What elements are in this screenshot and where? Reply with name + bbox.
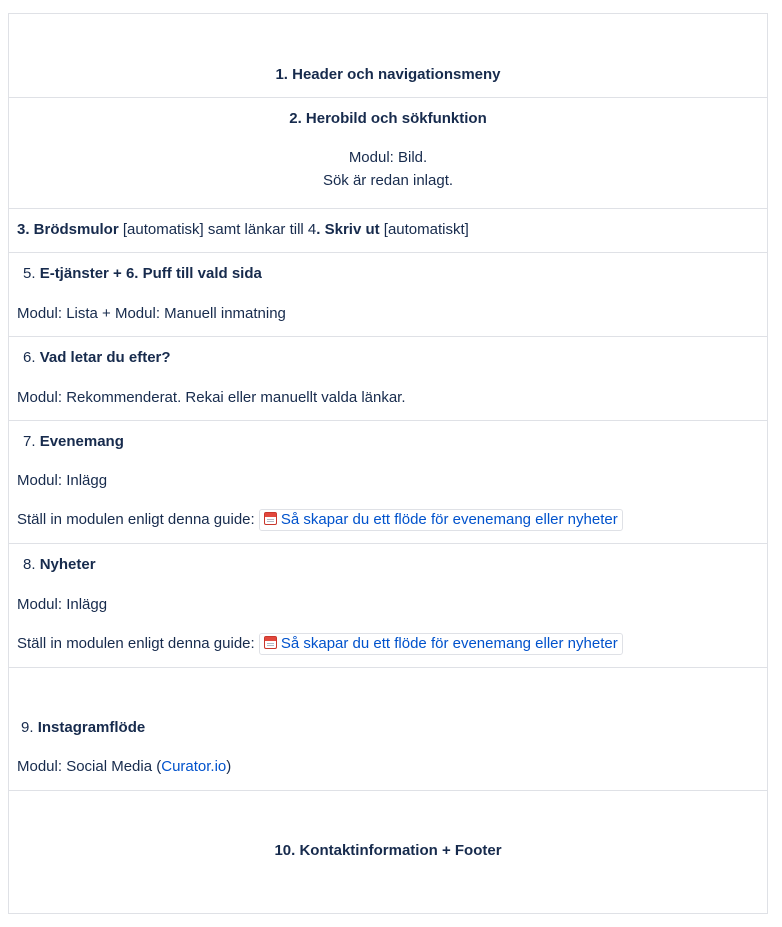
row-events <box>8 421 768 544</box>
row-instagram <box>8 668 768 791</box>
looking-title: 6. Vad letar du efter? <box>23 349 171 366</box>
news-module: Modul: Inlägg <box>17 596 108 613</box>
news-guide-link[interactable]: Så skapar du ett flöde för evenemang eller nyheter <box>259 633 623 655</box>
row-news <box>8 544 768 668</box>
curator-link[interactable]: Curator.io <box>161 758 227 775</box>
calendar-icon <box>264 512 277 525</box>
hero-module-line: Modul: Bild. <box>348 149 428 166</box>
instagram-module: Modul: Social Media (Curator.io) <box>17 758 232 775</box>
events-module: Modul: Inlägg <box>17 472 108 489</box>
eservices-title: 5. E-tjänster + 6. Puff till vald sida <box>23 265 262 282</box>
row-breadcrumbs <box>8 209 768 253</box>
eservices-module: Modul: Lista + Modul: Manuell inmatning <box>17 305 286 322</box>
row-hero <box>8 98 768 209</box>
events-title: 7. Evenemang <box>23 433 124 450</box>
calendar-icon <box>264 636 277 649</box>
row-footer <box>8 791 768 914</box>
layout-table <box>8 13 768 914</box>
news-guide: Ställ in modulen enligt denna guide: Så skapar du ett flöde för evenemang eller nyheter <box>17 633 623 655</box>
instagram-title: 9. Instagramflöde <box>21 719 146 736</box>
row-looking-for <box>8 337 768 421</box>
row-header <box>8 14 768 98</box>
row-eservices <box>8 253 768 337</box>
breadcrumbs-text: 3. Brödsmulor [automatisk] samt länkar till 4. Skriv ut [automatiskt] <box>17 221 469 238</box>
footer-title: 10. Kontaktinformation + Footer <box>274 842 502 859</box>
looking-module: Modul: Rekommenderat. Rekai eller manuellt valda länkar. <box>17 389 406 406</box>
news-title: 8. Nyheter <box>23 556 96 573</box>
events-guide: Ställ in modulen enligt denna guide: Så skapar du ett flöde för evenemang eller nyheter <box>17 509 623 531</box>
header-title: 1. Header och navigationsmeny <box>275 66 501 83</box>
events-guide-link[interactable]: Så skapar du ett flöde för evenemang eller nyheter <box>259 509 623 531</box>
hero-title: 2. Herobild och sökfunktion <box>289 110 487 127</box>
hero-search-line: Sök är redan inlagt. <box>322 172 454 189</box>
